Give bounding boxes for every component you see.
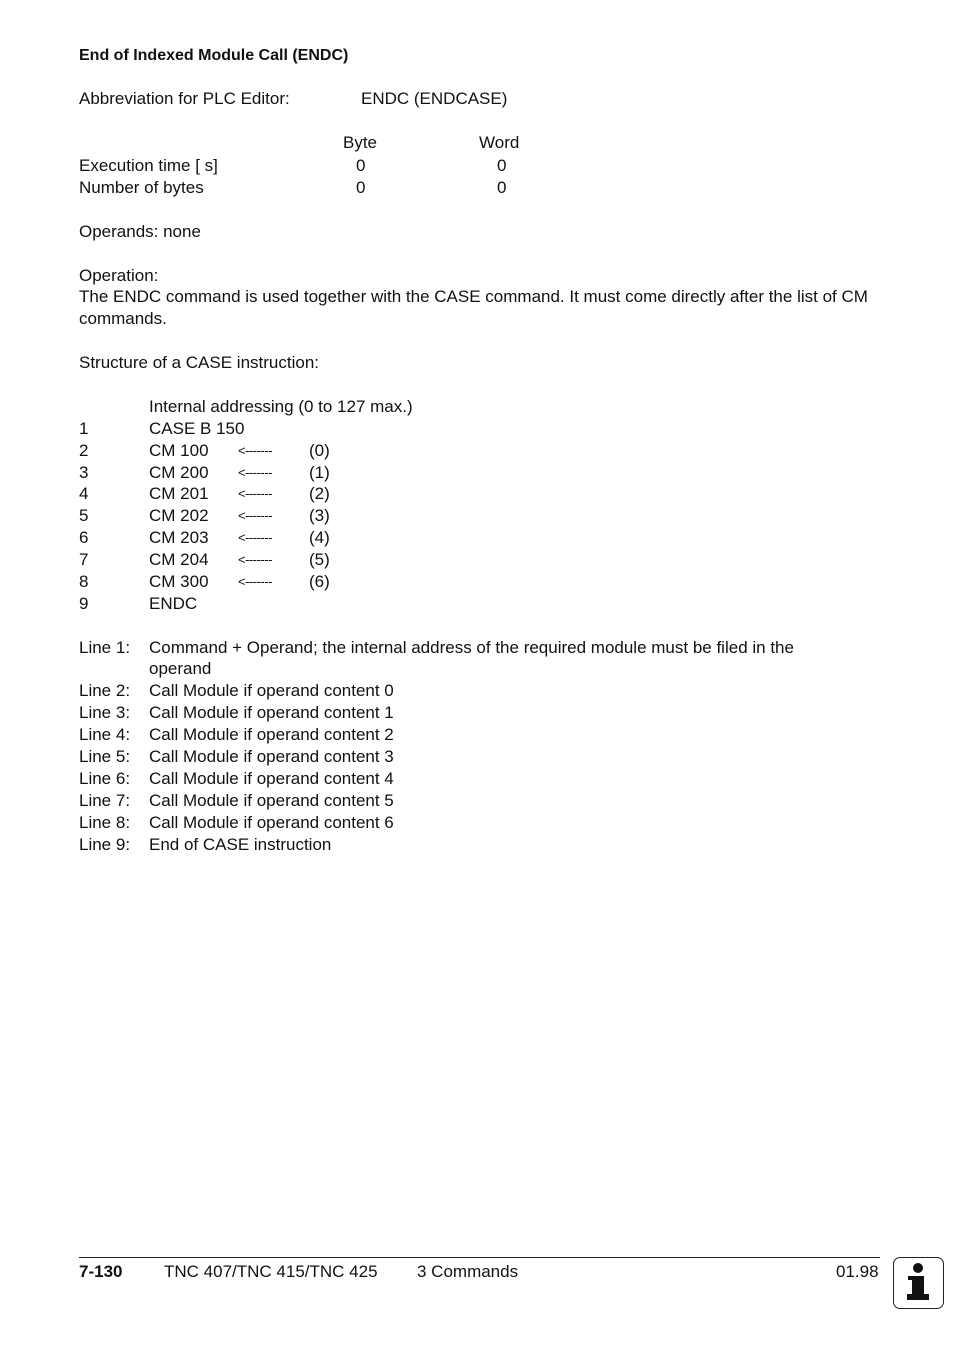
page-number: 7-130 — [79, 1262, 123, 1281]
structure-label: Structure of a CASE instruction: — [79, 353, 319, 372]
listing-command: ENDC — [149, 594, 198, 613]
chapter-name: 3 Commands — [417, 1262, 519, 1281]
operands-text: Operands: none — [79, 222, 201, 241]
footer-divider — [79, 1257, 880, 1258]
abbrev-value: ENDC (ENDCASE) — [361, 89, 508, 108]
explanation-label: Line 8: — [79, 813, 131, 832]
internal-address: (2) — [309, 484, 330, 503]
explanation-label: Line 9: — [79, 835, 131, 854]
listing-command: CASE B 150 — [149, 419, 245, 438]
listing-line-number: 2 — [79, 441, 89, 460]
row-label: Execution time [ s] — [79, 156, 218, 175]
operation-text: The ENDC command is used together with the CASE command. It must come directly after the list of CM commands. — [79, 287, 868, 328]
operation-label: Operation: — [79, 266, 159, 285]
listing-command: CM 204 — [149, 550, 209, 569]
arrow-marker: <------- — [238, 552, 272, 567]
explanation-text: Call Module if operand content 0 — [149, 681, 394, 700]
page-title: End of Indexed Module Call (ENDC) — [79, 47, 349, 64]
internal-address: (5) — [309, 550, 330, 569]
listing-command: CM 300 — [149, 572, 209, 591]
footer-date: 01.98 — [836, 1262, 879, 1281]
arrow-marker: <------- — [238, 465, 272, 480]
listing-command: CM 100 — [149, 441, 209, 460]
explanation-text: Call Module if operand content 2 — [149, 725, 394, 744]
internal-address: (1) — [309, 463, 330, 482]
listing-line-number: 1 — [79, 419, 89, 438]
arrow-marker: <------- — [238, 486, 272, 501]
row-word-value: 0 — [497, 156, 507, 175]
arrow-marker: <------- — [238, 530, 272, 545]
arrow-marker: <------- — [238, 508, 272, 523]
internal-address: (6) — [309, 572, 330, 591]
col-header-byte: Byte — [343, 133, 378, 152]
explanation-text: Call Module if operand content 3 — [149, 747, 394, 766]
listing-header: Internal addressing (0 to 127 max.) — [149, 397, 413, 416]
listing-command: CM 203 — [149, 528, 209, 547]
arrow-marker: <------- — [238, 574, 272, 589]
row-label: Number of bytes — [79, 178, 204, 197]
listing-line-number: 4 — [79, 484, 89, 503]
listing-line-number: 5 — [79, 506, 89, 525]
arrow-marker: <------- — [238, 443, 272, 458]
abbrev-label: Abbreviation for PLC Editor: — [79, 89, 290, 108]
explanation-text-continued: operand — [149, 659, 212, 678]
row-byte-value: 0 — [356, 156, 366, 175]
explanation-label: Line 4: — [79, 725, 131, 744]
explanation-text: Call Module if operand content 4 — [149, 769, 394, 788]
listing-command: CM 202 — [149, 506, 209, 525]
product-name: TNC 407/TNC 415/TNC 425 — [164, 1262, 378, 1281]
listing-line-number: 6 — [79, 528, 89, 547]
internal-address: (4) — [309, 528, 330, 547]
explanation-label: Line 7: — [79, 791, 131, 810]
explanation-text: Call Module if operand content 6 — [149, 813, 394, 832]
info-icon — [893, 1257, 944, 1309]
explanation-label: Line 5: — [79, 747, 131, 766]
row-word-value: 0 — [497, 178, 507, 197]
internal-address: (0) — [309, 441, 330, 460]
explanation-text: Call Module if operand content 1 — [149, 703, 394, 722]
explanation-label: Line 1: — [79, 638, 131, 657]
listing-line-number: 3 — [79, 463, 89, 482]
listing-line-number: 7 — [79, 550, 89, 569]
explanation-text: Command + Operand; the internal address of the required module must be filed in the — [149, 638, 794, 657]
explanation-label: Line 2: — [79, 681, 131, 700]
col-header-word: Word — [479, 133, 520, 152]
listing-command: CM 201 — [149, 484, 209, 503]
listing-command: CM 200 — [149, 463, 209, 482]
listing-line-number: 8 — [79, 572, 89, 591]
explanation-label: Line 3: — [79, 703, 131, 722]
explanation-text: Call Module if operand content 5 — [149, 791, 394, 810]
internal-address: (3) — [309, 506, 330, 525]
listing-line-number: 9 — [79, 594, 89, 613]
explanation-label: Line 6: — [79, 769, 131, 788]
row-byte-value: 0 — [356, 178, 366, 197]
explanation-text: End of CASE instruction — [149, 835, 332, 854]
